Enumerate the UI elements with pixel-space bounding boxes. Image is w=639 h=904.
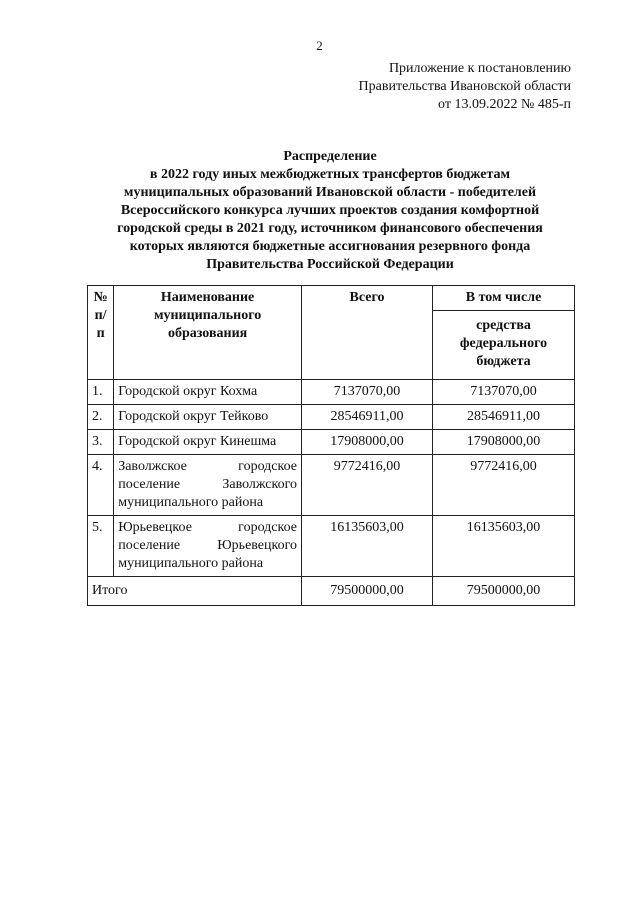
row-name: Юрьевецкое городское поселение Юрьевецкого муниципального района (114, 516, 302, 577)
row-total: 28546911,00 (302, 405, 433, 430)
row-total: 9772416,00 (302, 455, 433, 516)
table-row (88, 516, 575, 577)
header-name: Наименование муниципального образования (114, 286, 302, 380)
row-name: Городской округ Тейково (114, 405, 302, 430)
table-total-row (88, 577, 575, 606)
appendix-line: от 13.09.2022 № 485-п (438, 97, 571, 112)
table-row (88, 455, 575, 516)
row-total: 17908000,00 (302, 430, 433, 455)
title-line: которых являются бюджетные ассигнования резервного фонда (129, 239, 531, 254)
row-number: 4. (88, 455, 114, 516)
title-line: Правительства Российской Федерации (206, 257, 454, 272)
appendix-line: Правительства Ивановской области (358, 79, 571, 94)
row-federal: 17908000,00 (433, 430, 575, 455)
title-line: муниципальных образований Ивановской области - победителей (123, 185, 537, 200)
row-number: 3. (88, 430, 114, 455)
table-header-row (88, 286, 575, 311)
total-label: Итого (88, 577, 302, 606)
row-number: 5. (88, 516, 114, 577)
row-number: 1. (88, 380, 114, 405)
row-name: Городской округ Кохма (114, 380, 302, 405)
header-total: Всего (302, 286, 433, 380)
distribution-table (87, 285, 575, 606)
row-federal: 7137070,00 (433, 380, 575, 405)
table-row (88, 380, 575, 405)
row-name: Городской округ Кинешма (114, 430, 302, 455)
title-line: городской среды в 2021 году, источником финансового обеспечения (117, 221, 543, 236)
row-number: 2. (88, 405, 114, 430)
title-line: в 2022 году иных межбюджетных трансфертов бюджетам (149, 167, 511, 182)
appendix-line: Приложение к постановлению (388, 61, 571, 76)
appendix-header (359, 60, 571, 114)
total-federal: 79500000,00 (433, 577, 575, 606)
page-number: 2 (316, 38, 323, 53)
row-federal: 9772416,00 (433, 455, 575, 516)
title-line: Распределение (283, 149, 377, 164)
row-total: 16135603,00 (302, 516, 433, 577)
header-number: № п/п (88, 286, 114, 380)
table-row (88, 405, 575, 430)
title-line: Всероссийского конкурса лучших проектов создания комфортной (120, 203, 540, 218)
header-including: В том числе (433, 286, 575, 311)
table-row (88, 430, 575, 455)
header-federal: средства федерального бюджета (433, 311, 575, 380)
document-title (60, 148, 600, 274)
row-federal: 16135603,00 (433, 516, 575, 577)
row-federal: 28546911,00 (433, 405, 575, 430)
total-sum: 79500000,00 (302, 577, 433, 606)
row-name: Заволжское городское поселение Заволжского муниципального района (114, 455, 302, 516)
row-total: 7137070,00 (302, 380, 433, 405)
